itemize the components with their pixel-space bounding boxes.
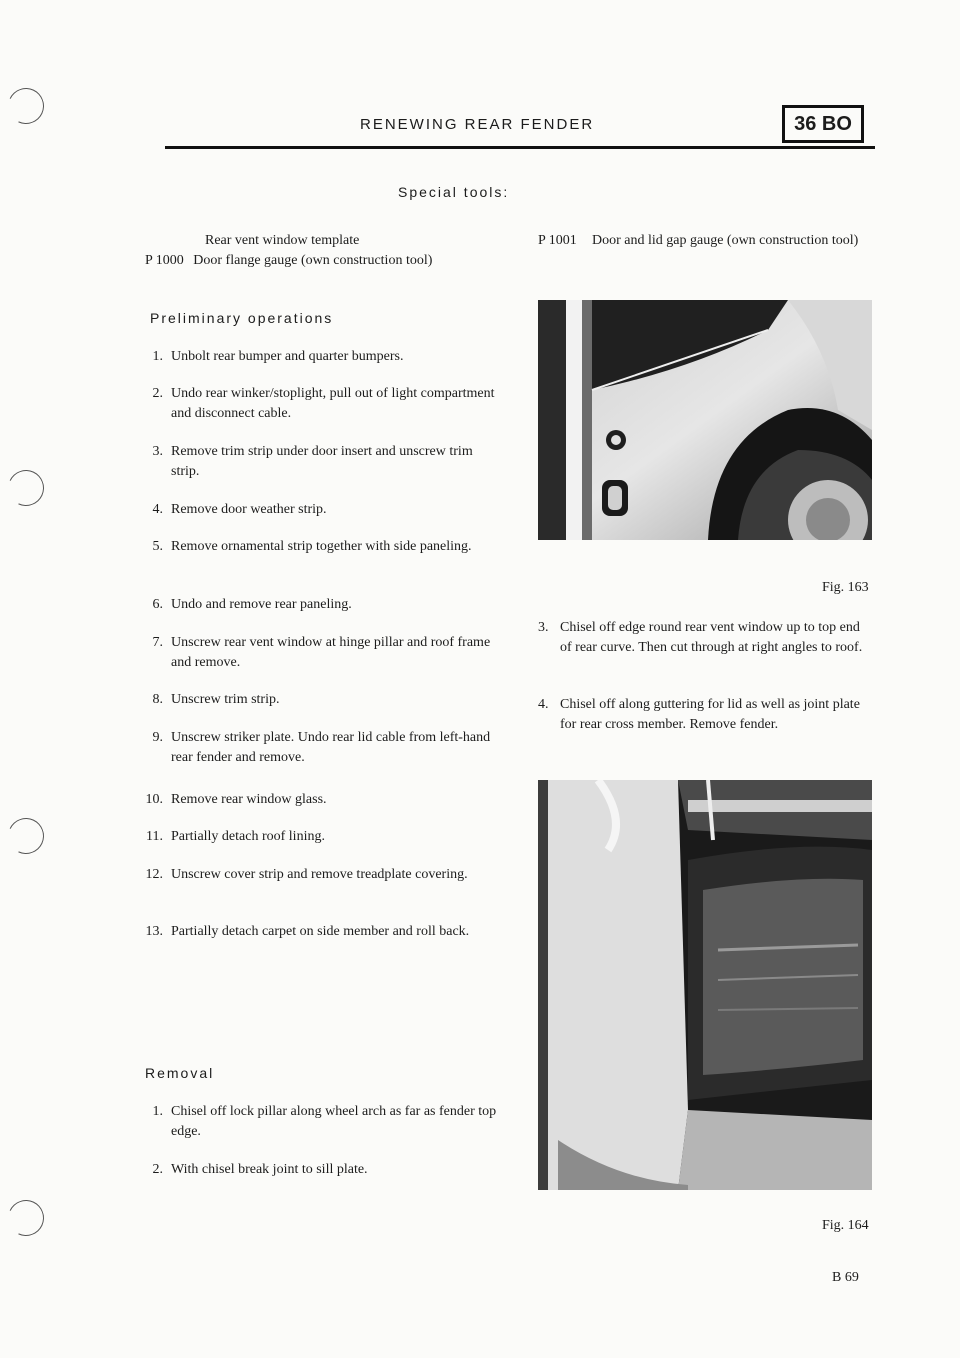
step-text: Remove trim strip under door insert and unscrew trim strip.: [171, 444, 473, 479]
figure-163-photo: [538, 300, 872, 540]
step-text: Undo rear winker/stoplight, pull out of light compartment and disconnect cable.: [171, 386, 495, 421]
tool-item: [538, 231, 878, 251]
list-item: [145, 865, 515, 885]
tool-code: P 1000: [145, 253, 184, 268]
step-text: Partially detach carpet on side member and roll back.: [171, 924, 470, 939]
tool-desc: Door flange gauge (own construction tool): [193, 253, 433, 268]
list-item: [145, 690, 515, 710]
tool-item: [205, 231, 359, 251]
list-item: [145, 442, 515, 482]
removal-heading: Removal: [145, 1065, 215, 1081]
step-text: Remove rear window glass.: [171, 792, 327, 807]
list-item: [145, 500, 515, 520]
tool-desc: Rear vent window template: [205, 233, 360, 248]
step-text: Remove door weather strip.: [171, 502, 327, 517]
list-item: [145, 384, 515, 424]
list-item: [145, 827, 515, 847]
binder-hole: [3, 465, 49, 511]
figure-163-caption: Fig. 163: [822, 580, 869, 595]
step-number: 12.: [145, 867, 163, 882]
page-title: RENEWING REAR FENDER: [360, 116, 595, 133]
special-tools-heading: Special tools:: [398, 184, 510, 200]
list-item: [145, 790, 515, 810]
step-text: Unscrew rear vent window at hinge pillar and roof frame and remove.: [171, 635, 491, 670]
step-text: With chisel break joint to sill plate.: [171, 1162, 368, 1177]
step-text: Undo and remove rear paneling.: [171, 597, 352, 612]
step-number: 3.: [538, 620, 549, 635]
step-number: 10.: [145, 792, 163, 807]
step-number: 2.: [152, 386, 163, 401]
binder-hole: [3, 1195, 49, 1241]
binder-hole: [3, 83, 49, 129]
figure-164-photo: [538, 780, 872, 1190]
list-item: [145, 633, 515, 673]
step-number: 2.: [152, 1162, 163, 1177]
figure-164-caption: Fig. 164: [822, 1218, 869, 1233]
preliminary-heading: Preliminary operations: [150, 310, 334, 326]
step-text: Partially detach roof lining.: [171, 829, 325, 844]
step-number: 8.: [152, 692, 163, 707]
tool-desc: Door and lid gap gauge (own construction tool): [592, 233, 859, 248]
page-number: B 69: [832, 1270, 859, 1285]
step-number: 1.: [152, 349, 163, 364]
list-item: [145, 1102, 515, 1142]
step-number: 1.: [152, 1104, 163, 1119]
step-text: Chisel off along guttering for lid as well as joint plate for rear cross member. Remove fender.: [560, 697, 860, 732]
step-number: 9.: [152, 730, 163, 745]
binder-hole: [3, 813, 49, 859]
list-item: [538, 618, 878, 658]
step-number: 3.: [152, 444, 163, 459]
list-item: [145, 1160, 515, 1180]
step-text: Chisel off edge round rear vent window up to top end of rear curve. Then cut through at right angles to roof.: [560, 620, 863, 655]
step-text: Chisel off lock pillar along wheel arch as far as fender top edge.: [171, 1104, 497, 1139]
step-number: 4.: [538, 697, 549, 712]
step-text: Unscrew striker plate. Undo rear lid cable from left-hand rear fender and remove.: [171, 730, 491, 765]
list-item: [145, 537, 515, 557]
step-text: Remove ornamental strip together with side paneling.: [171, 539, 472, 554]
tool-code: P 1001: [538, 233, 577, 248]
step-text: Unscrew cover strip and remove treadplate covering.: [171, 867, 468, 882]
list-item: [145, 595, 515, 615]
tool-item: [145, 251, 432, 271]
header-rule: [165, 146, 875, 149]
step-number: 5.: [152, 539, 163, 554]
step-number: 6.: [152, 597, 163, 612]
step-text: Unbolt rear bumper and quarter bumpers.: [171, 349, 404, 364]
list-item: [145, 347, 515, 367]
step-number: 7.: [152, 635, 163, 650]
list-item: [145, 922, 515, 942]
section-code-badge: 36 BO: [782, 105, 864, 143]
list-item: [538, 695, 878, 735]
step-number: 11.: [146, 829, 163, 844]
list-item: [145, 728, 515, 768]
step-number: 13.: [145, 924, 163, 939]
step-number: 4.: [152, 502, 163, 517]
step-text: Unscrew trim strip.: [171, 692, 280, 707]
